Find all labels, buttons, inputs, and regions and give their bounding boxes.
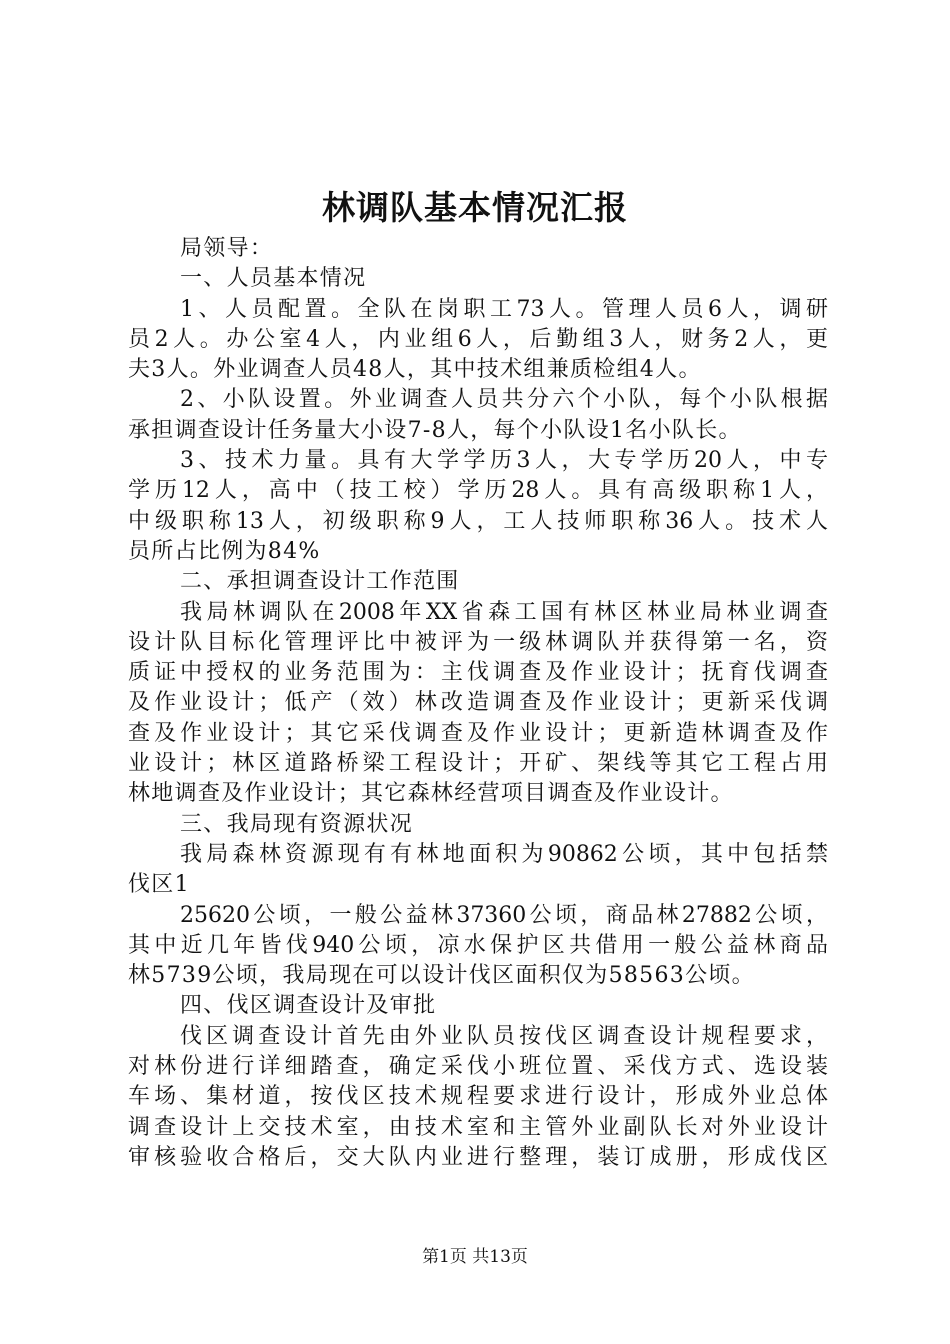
paragraph-line: 一、人员基本情况 xyxy=(180,266,367,292)
paragraph-line: 员所占比例为84% xyxy=(128,538,321,564)
paragraph-line: 我局森林资源现有有林地面积为90862公顷，其中包括禁 xyxy=(180,841,828,867)
paragraph-line: 调查设计上交技术室，由技术室和主管外业副队长对外业设计 xyxy=(128,1114,828,1140)
paragraph-line: 二、承担调查设计工作范围 xyxy=(180,569,460,595)
paragraph-line: 伐区调查设计首先由外业队员按伐区调查设计规程要求， xyxy=(180,1023,828,1049)
paragraph-line: 林5739公顷，我局现在可以设计伐区面积仅为58563公顷。 xyxy=(128,963,755,989)
document-title: 林调队基本情况汇报 xyxy=(322,188,628,227)
paragraph-line: 林地调查及作业设计；其它森林经营项目调查及作业设计。 xyxy=(128,781,734,807)
paragraph-line: 及作业设计；低产（效）林改造调查及作业设计；更新采伐调 xyxy=(128,690,828,716)
paragraph-line: 质证中授权的业务范围为：主伐调查及作业设计；抚育伐调查 xyxy=(128,660,828,686)
paragraph-line: 其中近几年皆伐940公顷，凉水保护区共借用一般公益林商品 xyxy=(128,932,828,958)
paragraph-line: 伐区1 xyxy=(128,872,190,898)
paragraph-line: 设计队目标化管理评比中被评为一级林调队并获得第一名，资 xyxy=(128,629,828,655)
paragraph-line: 1、人员配置。全队在岗职工73人。管理人员6人，调研 xyxy=(180,296,828,322)
paragraph-line: 中级职称13人，初级职称9人，工人技师职称36人。技术人 xyxy=(128,508,828,534)
paragraph-line: 局领导： xyxy=(180,236,274,261)
paragraph-line: 车场、集材道，按伐区技术规程要求进行设计，形成外业总体 xyxy=(128,1084,828,1110)
paragraph-line: 三、我局现有资源状况 xyxy=(180,811,414,837)
document-body xyxy=(128,234,828,1173)
paragraph-line: 25620公顷，一般公益林37360公顷，商品林27882公顷， xyxy=(180,902,828,928)
paragraph-line: 3、技术力量。具有大学学历3人，大专学历20人，中专 xyxy=(180,448,828,474)
paragraph-line: 业设计；林区道路桥梁工程设计；开矿、架线等其它工程占用 xyxy=(128,751,828,777)
paragraph-line: 审核验收合格后，交大队内业进行整理，装订成册，形成伐区 xyxy=(128,1144,828,1170)
paragraph-line: 学历12人，高中（技工校）学历28人。具有高级职称1人， xyxy=(128,478,828,504)
paragraph-line: 对林份进行详细踏查，确定采伐小班位置、采伐方式、选设装 xyxy=(128,1054,828,1080)
paragraph-line: 承担调查设计任务量大小设7-8人，每个小队设1名小队长。 xyxy=(128,417,742,443)
paragraph-line: 2、小队设置。外业调查人员共分六个小队，每个小队根据 xyxy=(180,387,828,413)
paragraph-line: 四、伐区调查设计及审批 xyxy=(180,993,437,1019)
page-footer: 第1页 共13页 xyxy=(422,1247,528,1267)
paragraph-line: 我局林调队在2008年XX省森工国有林区林业局林业调查 xyxy=(180,599,828,625)
paragraph-line: 夫3人。外业调查人员48人，其中技术组兼质检组4人。 xyxy=(128,357,702,383)
paragraph-line: 员2人。办公室4人，内业组6人，后勤组3人，财务2人，更 xyxy=(128,326,828,352)
paragraph-line: 查及作业设计；其它采伐调查及作业设计；更新造林调查及作 xyxy=(128,720,828,746)
